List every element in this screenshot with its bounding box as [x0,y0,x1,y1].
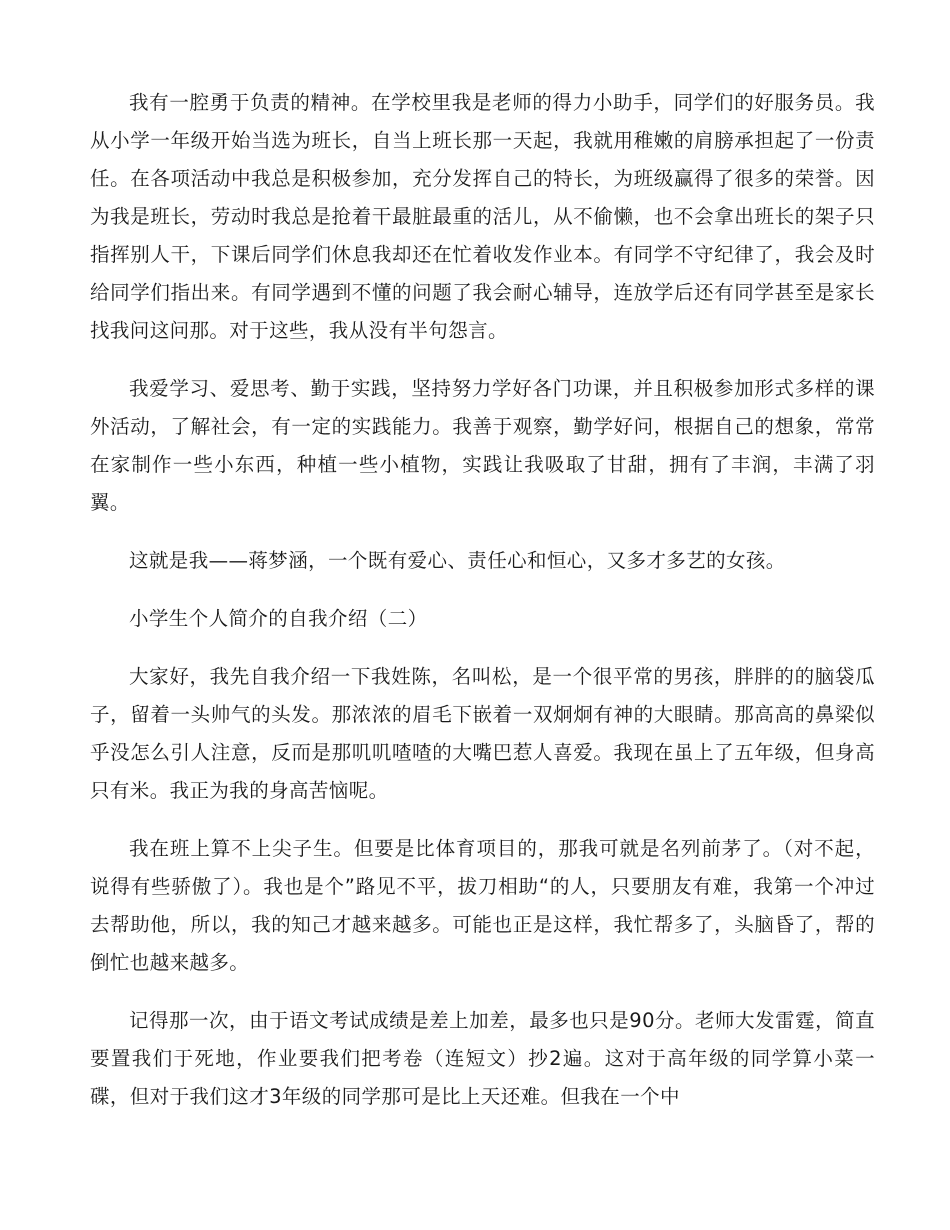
paragraph-conclusion: 这就是我——蒋梦涵，一个既有爱心、责任心和恒心，又多才多艺的女孩。 [129,549,786,572]
paragraph-sports: 我在班上算不上尖子生。但要是比体育项目的，那我可就是名列前茅了。（对不起，说得有些骄傲了）。我也是个”路见不平，拔刀相助“的人，只要朋友有难，我第一个冲过去帮助他，所以，我的知己才越来越多。可能也正是这样，我忙帮多了，头脑昏了，帮的倒忙也越来越多。 [90,837,875,974]
section-heading: 小学生个人简介的自我介绍（二） [129,607,428,630]
paragraph-study: 我爱学习、爱思考、勤于实践，坚持努力学好各门功课，并且积极参加形式多样的课外活动，了解社会，有一定的实践能力。我善于观察，勤学好问，根据自己的想象，常常在家制作一些小东西，种植一些小植物，实践让我吸取了甘甜，拥有了丰润，丰满了羽翼。 [90,377,875,514]
paragraph-responsibility: 我有一腔勇于负责的精神。在学校里我是老师的得力小助手，同学们的好服务员。我从小学一年级开始当选为班长，自当上班长那一天起，我就用稚嫩的肩膀承担起了一份责任。在各项活动中我总是积极参加，充分发挥自己的特长，为班级赢得了很多的荣誉。因为我是班长，劳动时我总是抢着干最脏最重的活儿，从不偷懒，也不会拿出班长的架子只指挥别人干，下课后同学们休息我却还在忙着收发作业本。有同学不守纪律了，我会及时给同学们指出来。有同学遇到不懂的问题了我会耐心辅导，连放学后还有同学甚至是家长找我问这问那。对于这些，我从没有半句怨言。 [90,91,875,342]
document-body [90,84,875,1136]
paragraph-self-intro: 大家好，我先自我介绍一下我姓陈，名叫松，是一个很平常的男孩，胖胖的的脑袋瓜子，留着一头帅气的头发。那浓浓的眉毛下嵌着一双炯炯有神的大眼睛。那高高的鼻梁似乎没怎么引人注意，反而是那叽叽喳喳的大嘴巴惹人喜爱。我现在虽上了五年级，但身高只有米。我正为我的身高苦恼呢。 [90,665,875,802]
paragraph-exam-story: 记得那一次，由于语文考试成绩是差上加差，最多也只是90分。老师大发雷霆，简直要置我们于死地，作业要我们把考卷（连短文）抄2遍。这对于高年级的同学算小菜一碟，但对于我们这才3年级的同学那可是比上天还难。但我在一个中 [90,1009,875,1108]
